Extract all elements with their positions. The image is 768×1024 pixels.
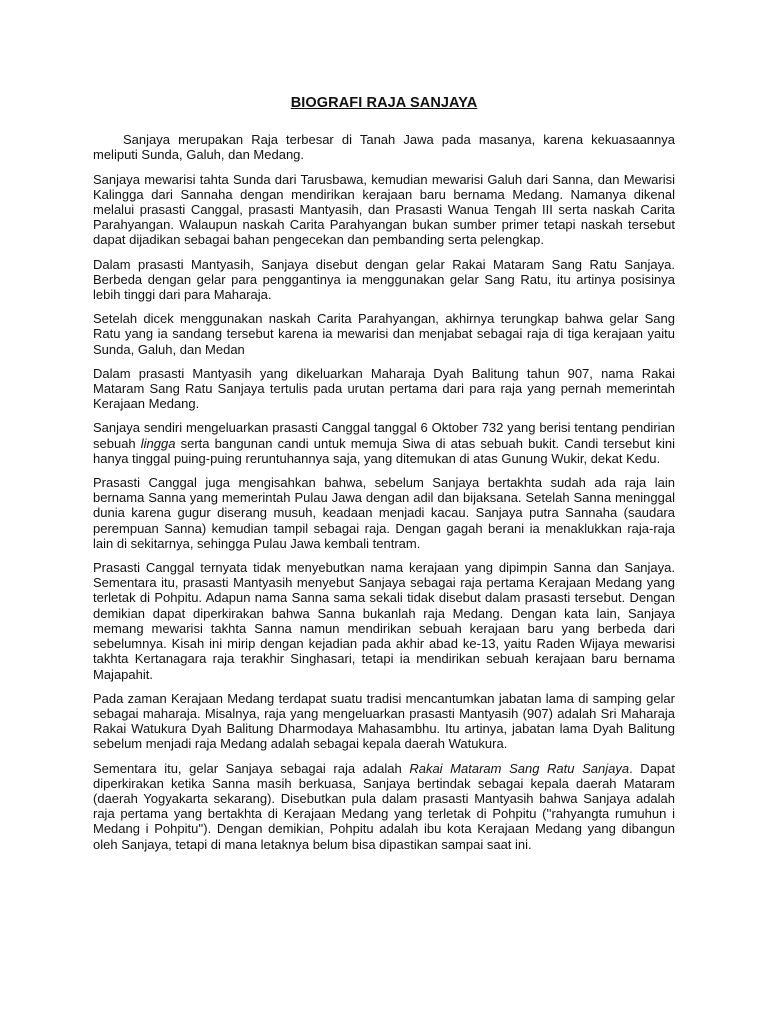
paragraph-text: Pada zaman Kerajaan Medang terdapat suatu tradisi mencantumkan jabatan lama di samping gelar sebagai maharaja. Misalnya, raja yang mengeluarkan prasasti Mantyasih (907) adalah Sri Maharaja Rakai Watukura Dyah Balitung Dharmodaya Mahasambhu. Itu artinya, jabatan lama Dyah Balitung sebelum menjadi raja Medang adalah sebagai kepala daerah Watukura. [93,690,675,752]
paragraph [93,691,675,752]
paragraph [93,560,675,682]
paragraph [93,172,675,248]
italic-title: Rakai Mataram Sang Ratu Sanjaya [409,760,630,776]
paragraph-text: Prasasti Canggal ternyata tidak menyebutkan nama kerajaan yang dipimpin Sanna dan Sanjaya. Sementara itu, prasasti Mantyasih menyebut Sanjaya sebagai raja pertama Kerajaan Medang yang terletak di Pohpitu. Adapun nama Sanna sama sekali tidak disebut dalam prasasti tersebut. Dengan demikian dapat diperkirakan bahwa Sanna bukanlah raja Medang. Dengan kata lain, Sanjaya memang mewarisi takhta Sanna namun mendirikan sebuah kerajaan baru yang berbeda dari sebelumnya. Kisah ini mirip dengan kejadian pada akhir abad ke-13, yaitu Raden Wijaya mewarisi takhta Kertanagara raja terakhir Singhasari, tetapi ia mendirikan sebuah kerajaan baru bernama Majapahit. [93,560,675,682]
document-body [93,96,675,861]
italic-term: lingga [140,435,176,451]
paragraph-text: serta bangunan candi untuk memuja Siwa di atas sebuah bukit. Candi tersebut kini hanya tinggal puing-puing reruntuhannya saja, yang ditemukan di atas Gunung Wukir, dekat Kedu. [93,435,675,466]
paragraph [93,311,675,357]
paragraph-text: Sementara itu, gelar Sanjaya sebagai raja adalah [93,760,410,776]
paragraph-text: Sanjaya sendiri mengeluarkan prasasti Canggal tanggal 6 Oktober 732 yang berisi tentang pendirian sebuah [93,420,675,451]
paragraph [93,420,675,466]
paragraph [93,132,675,162]
paragraph-text: Dalam prasasti Mantyasih yang dikeluarkan Maharaja Dyah Balitung tahun 907, nama Rakai Mataram Sang Ratu Sanjaya tertulis pada urutan pertama dari para raja yang pernah memerintah Kerajaan Medang. [93,365,675,412]
paragraph-text: Sanjaya mewarisi tahta Sunda dari Tarusbawa, kemudian mewarisi Galuh dari Sanna, dan Mewarisi Kalingga dari Sannaha dengan mendirikan kerajaan baru bernama Medang. Namanya dikenal melalui prasasti Canggal, prasasti Mantyasih, dan Prasasti Wanua Tengah III serta naskah Carita Parahyangan. Walaupun naskah Carita Parahyangan bukan sumber primer tetapi naskah tersebut dapat dijadikan sebagai bahan pengecekan dan pembanding serta pelengkap. [93,171,675,248]
page-title: BIOGRAFI RAJA SANJAYA [290,95,478,111]
paragraph [93,761,675,852]
paragraph [93,366,675,412]
paragraph-text: Prasasti Canggal juga mengisahkan bahwa, sebelum Sanjaya bertakhta sudah ada raja lain bernama Sanna yang memerintah Pulau Jawa dengan adil dan bijaksana. Setelah Sanna meninggal dunia karena gugur diserang musuh, keadaan menjadi kacau. Sanjaya putra Sannaha (saudara perempuan Sanna) kemudian tampil sebagai raja. Dengan gagah berani ia menaklukkan raja-raja lain di sekitarnya, sehingga Pulau Jawa kembali tentram. [93,475,675,551]
paragraph-text: . Dapat diperkirakan ketika Sanna masih berkuasa, Sanjaya bertindak sebagai kepala daerah Mataram (daerah Yogyakarta sekarang). Disebutkan pula dalam prasasti Mantyasih bahwa Sanjaya adalah raja pertama yang bertakhta di Kerajaan Medang yang terletak di Pohpitu (''rahyangta rumuhun i Medang i Pohpitu''). Dengan demikian, Pohpitu adalah ibu kota Kerajaan Medang yang dibangun oleh Sanjaya, tetapi di mana letaknya belum bisa dipastikan sampai saat ini. [93,760,676,852]
paragraph-text: Sanjaya merupakan Raja terbesar di Tanah Jawa pada masanya, karena kekuasaannya meliputi Sunda, Galuh, dan Medang. [93,132,675,163]
paragraph-text: Dalam prasasti Mantyasih, Sanjaya disebut dengan gelar Rakai Mataram Sang Ratu Sanjaya. Berbeda dengan gelar para penggantinya ia menggunakan gelar Sang Ratu, itu artinya posisinya lebih tinggi dari para Maharaja. [93,256,675,303]
paragraph-text: Setelah dicek menggunakan naskah Carita Parahyangan, akhirnya terungkap bahwa gelar Sang Ratu yang ia sandang tersebut karena ia mewarisi dan menjabat sebagai raja di tiga kerajaan yaitu Sunda, Galuh, dan Medan [93,311,675,357]
paragraph [93,475,675,551]
paragraph [93,257,675,303]
